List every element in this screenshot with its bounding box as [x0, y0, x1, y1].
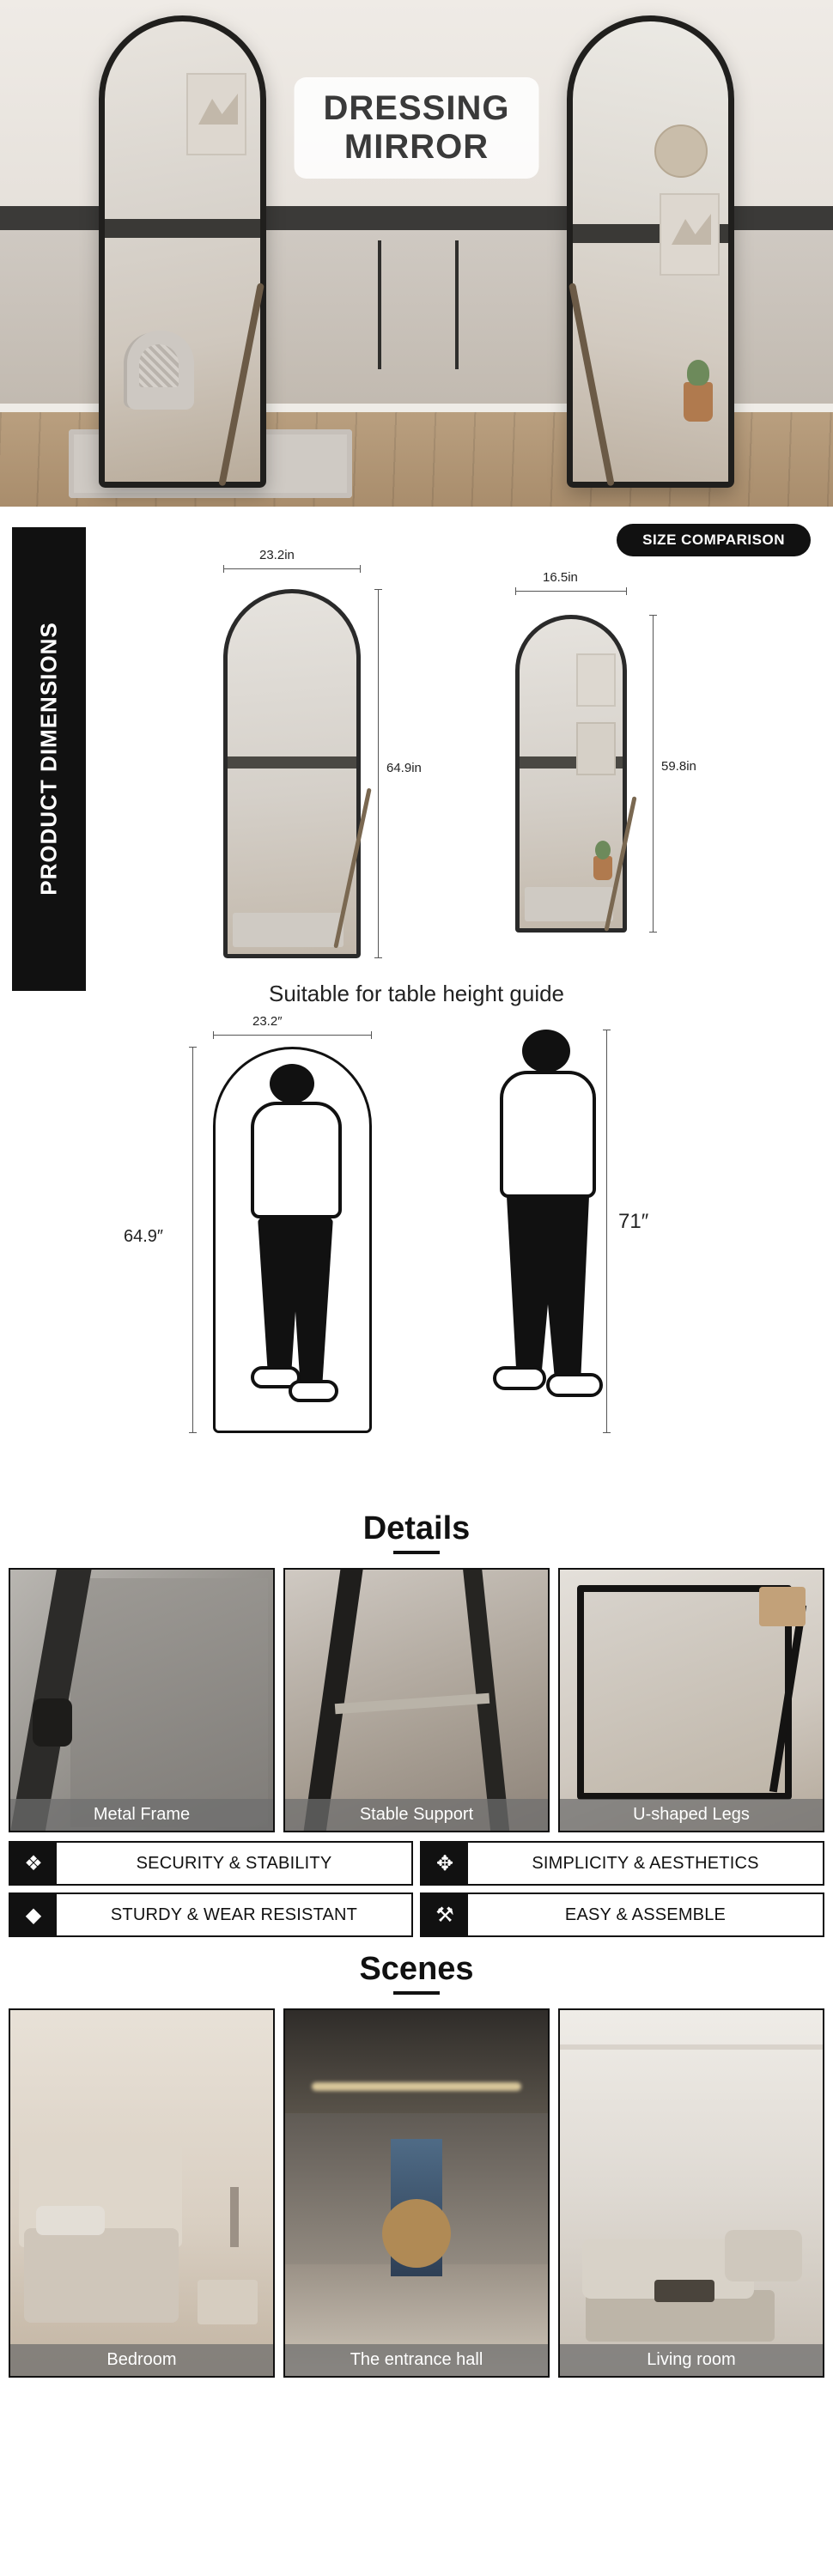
wall-panel-line-left	[378, 240, 381, 369]
frame-glass-panel	[70, 1578, 268, 1827]
detail-card-metal-frame	[9, 1568, 275, 1832]
bedroom-lamp	[230, 2187, 239, 2247]
details-title-underline	[393, 1551, 440, 1554]
details-title: Details	[362, 1510, 471, 1546]
mirror-rug-reflection	[525, 887, 613, 921]
feature-simplicity-aesthetics	[420, 1841, 824, 1886]
details-card-row	[0, 1568, 833, 1832]
features-grid	[0, 1832, 833, 1942]
hall-round-decor	[382, 2199, 451, 2268]
measure-person-mirror-width-text: 23.2″	[249, 1014, 286, 1029]
reflected-chair	[127, 331, 194, 410]
measure-small-width-text: 16.5in	[539, 570, 581, 585]
measure-large-height-text: 64.9in	[383, 761, 425, 775]
wall-panel-line-right	[455, 240, 459, 369]
measure-small-height-text: 59.8in	[658, 759, 700, 774]
feature-label: STURDY & WEAR RESISTANT	[110, 1905, 358, 1924]
gem-icon: ◆	[10, 1894, 57, 1935]
shield-icon: ❖	[10, 1843, 57, 1884]
feature-easy-assemble	[420, 1893, 824, 1937]
mirror-reflection-band	[105, 219, 260, 238]
scenes-image-row	[0, 2008, 833, 2393]
measure-person-height-line	[606, 1030, 607, 1433]
hall-ceiling	[285, 2010, 548, 2113]
dimension-mirror-small	[515, 615, 627, 933]
person-comparison-figures	[0, 1012, 833, 1493]
detail-card-caption: U-shaped Legs	[560, 1799, 823, 1831]
person-torso	[500, 1071, 596, 1198]
diamond-arrows-icon: ✥	[422, 1843, 468, 1884]
person-legs	[258, 1217, 333, 1380]
person-figure-left	[232, 1064, 361, 1425]
product-dimensions-label	[12, 527, 86, 991]
measure-small-width-line	[515, 591, 627, 592]
person-head	[522, 1030, 570, 1072]
wrench-icon: ⚒	[422, 1894, 468, 1935]
reflected-plant	[684, 382, 713, 422]
reflected-artwork	[660, 193, 720, 276]
support-crossbar	[335, 1693, 489, 1715]
person-shoe-right	[289, 1380, 338, 1402]
measure-large-height-line	[378, 589, 379, 958]
scenes-title: Scenes	[359, 1951, 474, 1987]
detail-card-caption: Stable Support	[285, 1799, 548, 1831]
feature-sturdy-wear-resistant	[9, 1893, 413, 1937]
mirror-band	[228, 756, 356, 769]
hero-title-line-2: MIRROR	[344, 127, 489, 166]
scene-caption: Bedroom	[10, 2344, 273, 2376]
mirror-rug-reflection	[233, 913, 344, 947]
scene-caption: Living room	[560, 2344, 823, 2376]
person-shoe-right	[546, 1373, 603, 1397]
measure-person-mirror-height-line	[192, 1047, 193, 1433]
scene-living-room	[558, 2008, 824, 2378]
scene-entrance-hall	[283, 2008, 550, 2378]
background-basket	[759, 1587, 806, 1626]
measure-person-mirror-height-text: 64.9″	[120, 1227, 167, 1247]
bedroom-bed	[24, 2228, 179, 2323]
measure-large-width-text: 23.2in	[256, 548, 298, 562]
hero-mirror-left	[99, 15, 266, 488]
feature-security-stability	[9, 1841, 413, 1886]
mirror-art-reflection	[576, 653, 616, 707]
measure-person-height-text: 71″	[615, 1210, 652, 1234]
feature-label: SECURITY & STABILITY	[136, 1853, 332, 1873]
person-torso	[251, 1102, 342, 1218]
living-ceiling-strip	[560, 2044, 823, 2050]
reflected-round-decor	[654, 125, 708, 178]
table-height-guide-text: Suitable for table height guide	[268, 981, 565, 1006]
hero-title-line-1: DRESSING	[323, 89, 510, 127]
hero-title-badge	[295, 77, 539, 179]
scene-bedroom	[9, 2008, 275, 2378]
reflected-artwork	[186, 73, 246, 155]
scenes-section	[0, 1951, 833, 2393]
dimension-mirror-large	[223, 589, 361, 958]
person-shoe-left	[493, 1366, 546, 1390]
hall-ceiling-light	[312, 2082, 522, 2091]
living-coffee-table	[654, 2280, 714, 2302]
person-legs	[507, 1196, 589, 1376]
measure-person-mirror-width-line	[213, 1035, 372, 1036]
product-dimensions-section	[0, 507, 833, 1502]
mirror-art-reflection-2	[576, 722, 616, 775]
detail-card-stable-support	[283, 1568, 550, 1832]
size-comparison-badge: SIZE COMPARISON	[617, 524, 811, 556]
measure-small-height-line	[653, 615, 654, 933]
person-head	[270, 1064, 314, 1103]
support-bar-left	[299, 1568, 367, 1832]
detail-card-caption: Metal Frame	[10, 1799, 273, 1831]
bedroom-side-table	[198, 2280, 258, 2324]
dimension-figures	[103, 529, 833, 975]
detail-card-u-shaped-legs	[558, 1568, 824, 1832]
scenes-title-underline	[393, 1991, 440, 1995]
person-figure-right	[481, 1030, 618, 1433]
hero-mirror-right	[567, 15, 734, 488]
scene-caption: The entrance hall	[285, 2344, 548, 2376]
details-section	[0, 1510, 833, 1832]
living-armchair	[725, 2230, 802, 2281]
mirror-plant-reflection	[593, 856, 612, 880]
feature-label: EASY & ASSEMBLE	[564, 1905, 727, 1924]
feature-label: SIMPLICITY & AESTHETICS	[532, 1853, 759, 1873]
frame-clip	[33, 1698, 72, 1747]
hero-banner	[0, 0, 833, 507]
product-dimensions-label-text: PRODUCT DIMENSIONS	[35, 622, 62, 896]
measure-large-width-line	[223, 568, 361, 569]
